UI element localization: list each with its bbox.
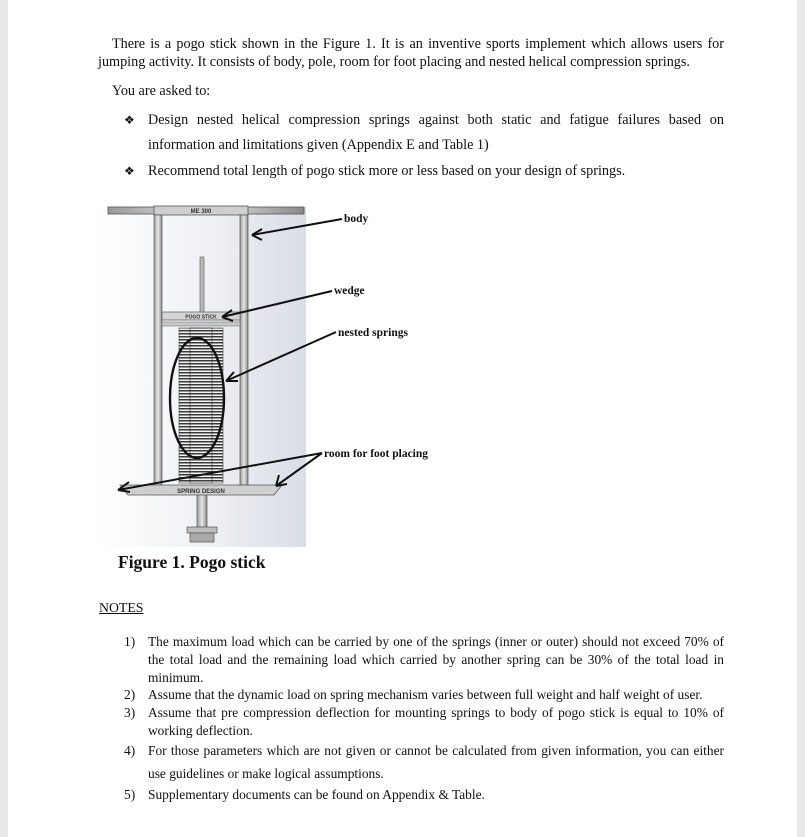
note-number: 3) [124,705,136,720]
task-text: Design nested helical compression springs against both static and fatigue failures based on information and limitations given (Appendix E and Table 1) [148,112,724,153]
intro-paragraph [98,35,724,71]
body-left-rail [154,215,162,485]
page-edge-right [797,0,805,837]
figure-caption: Figure 1. Pogo stick [118,552,266,572]
notes-title: NOTES [99,600,144,615]
pogo-stick-diagram [96,195,476,555]
pogo-stick-figure [96,195,476,555]
note-text: Assume that the dynamic load on spring mechanism varies between full weight and half weight of user. [148,687,703,702]
lower-pole [197,495,207,527]
diamond-bullet-icon: ❖ [124,164,135,178]
wedge-engraving: POGO STICK [185,314,217,321]
asked-line: You are asked to: [112,83,211,99]
note-number: 5) [124,787,136,802]
wedge-lower [162,322,240,326]
label-foot-room: room for foot placing [324,448,429,460]
foot-tip [190,533,214,542]
inner-spring [190,328,212,483]
page-edge-left [0,0,8,837]
note-number: 4) [124,743,136,758]
task-item [124,108,724,158]
pole-top [200,257,204,313]
note-text: Assume that pre compression deflection for mounting springs to body of pogo stick is equal to 10% of working deflection. [148,705,724,738]
note-text: Supplementary documents can be found on Appendix & Table. [148,787,485,802]
label-wedge: wedge [334,285,365,297]
rubber-foot [187,527,217,533]
body-right-rail [240,215,248,485]
note-number: 1) [124,634,136,649]
note-text: For those parameters which are not given or cannot be calculated from given information, you can either use guidelines or make logical assumptions. [148,743,724,781]
label-body: body [344,213,369,225]
intro-text: There is a pogo stick shown in the Figure 1. It is an inventive sports implement which allows users for jumping activity. It consists of body, pole, room for foot placing and nested helical compression springs. [98,36,724,70]
note-text: The maximum load which can be carried by one of the springs (inner or outer) should not exceed 70% of the total load and the remaining load which carried by another spring can be 30% of the total load in minimum. [148,634,724,685]
task-item [124,159,724,184]
note-number: 2) [124,687,136,702]
diamond-bullet-icon: ❖ [124,113,135,127]
task-text: Recommend total length of pogo stick more or less based on your design of springs. [148,163,626,179]
top-engraving: ME 300 [190,209,212,215]
label-nested-springs: nested springs [338,327,408,339]
base-engraving: SPRING DESIGN [177,489,225,495]
